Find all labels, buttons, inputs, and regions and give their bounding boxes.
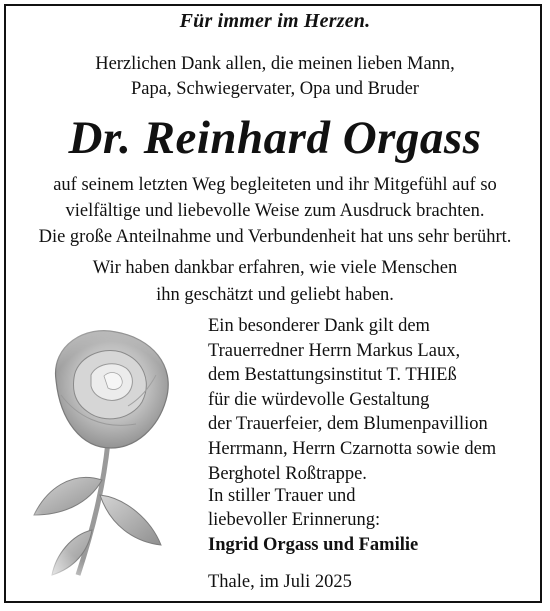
- family-signature: Ingrid Orgass und Familie: [208, 535, 419, 555]
- place-date: Thale, im Juli 2025: [208, 572, 352, 592]
- special-thanks-paragraph: [208, 314, 496, 486]
- special-thanks-line: für die würdevolle Gestaltung: [208, 389, 430, 410]
- gratitude-paragraph: [0, 172, 550, 250]
- experience-paragraph: [0, 255, 550, 309]
- mourning-line: In stiller Trauer und: [208, 486, 356, 506]
- thanks-line: Herzlichen Dank allen, die meinen lieben Mann,: [95, 54, 455, 74]
- special-thanks-line: der Trauerfeier, dem Blumenpavillion: [208, 414, 488, 435]
- experience-line: ihn geschätzt und geliebt haben.: [156, 285, 394, 305]
- gratitude-line: Die große Anteilnahme und Verbundenheit hat uns sehr berührt.: [38, 227, 512, 247]
- experience-line: Wir haben dankbar erfahren, wie viele Menschen: [92, 258, 458, 278]
- deceased-name: Dr. Reinhard Orgass: [68, 112, 482, 164]
- thanks-paragraph: [0, 52, 550, 102]
- gratitude-line: auf seinem letzten Weg begleiteten und ihr Mitgefühl auf so: [53, 175, 497, 195]
- rose-image: [16, 320, 206, 590]
- mourning-paragraph: [208, 484, 380, 532]
- special-thanks-line: dem Bestattungsinstitut T. THIEß: [208, 365, 457, 386]
- header-motto: Für immer im Herzen.: [179, 10, 371, 32]
- special-thanks-line: Trauerredner Herrn Markus Laux,: [208, 340, 461, 361]
- gratitude-line: vielfältige und liebevolle Weise zum Ausdruck brachten.: [65, 201, 485, 221]
- thanks-line: Papa, Schwiegervater, Opa und Bruder: [131, 79, 419, 99]
- mourning-line: liebevoller Erinnerung:: [208, 510, 381, 530]
- special-thanks-line: Ein besonderer Dank gilt dem: [208, 316, 430, 336]
- special-thanks-line: Berghotel Roßtrappe.: [208, 463, 367, 484]
- special-thanks-line: Herrmann, Herrn Czarnotta sowie dem: [208, 438, 497, 459]
